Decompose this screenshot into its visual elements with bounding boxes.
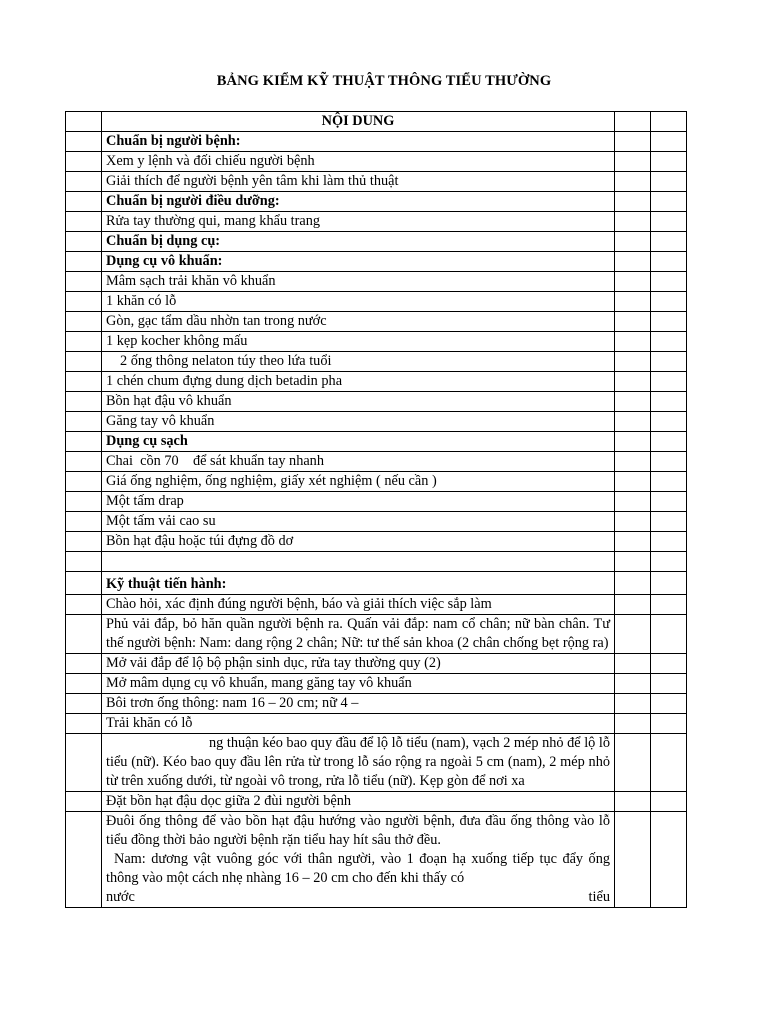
section-heading: Chuẩn bị người điều dưỡng: [102, 192, 615, 212]
list-item: Gòn, gạc tẩm dầu nhờn tan trong nước [102, 312, 615, 332]
table-row [66, 332, 687, 352]
table-row [66, 512, 687, 532]
table-row [66, 372, 687, 392]
table-row [66, 595, 687, 615]
list-item: Bồn hạt đậu vô khuẩn [102, 392, 615, 412]
section-heading: Dụng cụ vô khuẩn: [102, 252, 615, 272]
list-item: Chào hỏi, xác định đúng người bệnh, báo và giải thích việc sắp làm [102, 595, 615, 615]
table-row [66, 232, 687, 252]
table-row [66, 615, 687, 654]
table-row [66, 734, 687, 792]
table-row [66, 212, 687, 232]
list-item: Giải thích để người bệnh yên tâm khi làm thủ thuật [102, 172, 615, 192]
table-row [66, 392, 687, 412]
table-row [66, 172, 687, 192]
table-row [66, 192, 687, 212]
number-cell [66, 112, 102, 132]
score-cell [615, 112, 651, 132]
table-row [66, 694, 687, 714]
table-row [66, 452, 687, 472]
table-row [66, 312, 687, 332]
table-row [66, 472, 687, 492]
table-row [66, 714, 687, 734]
table-row [66, 152, 687, 172]
table-row [66, 792, 687, 812]
checklist-table [65, 111, 687, 908]
list-item: Mở vải đắp để lộ bộ phận sinh dục, rửa tay thường quy (2) [102, 654, 615, 674]
list-item: 1 khăn có lỗ [102, 292, 615, 312]
content-header: NỘI DUNG [102, 112, 615, 132]
tail-word: nước [106, 889, 135, 905]
list-item: Bồn hạt đậu hoặc túi đựng đồ dơ [102, 532, 615, 552]
table-row [66, 352, 687, 372]
table-row [66, 654, 687, 674]
list-item: 1 kẹp kocher không mấu [102, 332, 615, 352]
page-title: BẢNG KIỂM KỸ THUẬT THÔNG TIỂU THƯỜNG [216, 73, 552, 89]
section-heading: Dụng cụ sạch [102, 432, 615, 452]
table-row [66, 252, 687, 272]
paragraph: Nam: dương vật vuông góc với thân người, vào 1 đoạn hạ xuống tiếp tục đẩy ống thông vào một cách nhẹ nhàng 16 – 20 cm cho đến khi thấy có [106, 851, 610, 886]
table-row [66, 292, 687, 312]
list-item: Một tấm drap [102, 492, 615, 512]
paragraph-tail [106, 888, 610, 907]
section-heading: Kỹ thuật tiến hành: [102, 572, 615, 595]
list-item: Găng tay vô khuẩn [102, 412, 615, 432]
table-row [66, 572, 687, 595]
table-row [66, 132, 687, 152]
table-header-row [66, 112, 687, 132]
table-row [66, 412, 687, 432]
table-row [66, 272, 687, 292]
list-item: 2 ống thông nelaton túy theo lứa tuổi [102, 352, 615, 372]
list-item: Trải khăn có lỗ [102, 714, 615, 734]
list-item: Một tấm vải cao su [102, 512, 615, 532]
list-item: Mâm sạch trải khăn vô khuẩn [102, 272, 615, 292]
table-row [66, 532, 687, 552]
list-item: Chai cồn 70 để sát khuẩn tay nhanh [102, 452, 615, 472]
paragraph: Đuôi ống thông để vào bồn hạt đậu hướng vào người bệnh, đưa đầu ống thông vào lỗ tiểu đồng thời bảo người bệnh rặn tiểu hay hít sâu thở đều. [106, 813, 610, 848]
list-item: Giá ống nghiệm, ống nghiệm, giấy xét nghiệm ( nếu cần ) [102, 472, 615, 492]
list-item: Mở mâm dụng cụ vô khuẩn, mang găng tay vô khuẩn [102, 674, 615, 694]
table-row [66, 812, 687, 908]
tail-word: tiểu [588, 889, 610, 905]
list-item: Rửa tay thường qui, mang khẩu trang [102, 212, 615, 232]
empty-row [66, 552, 687, 572]
list-item [102, 812, 615, 908]
score-cell [651, 112, 687, 132]
section-heading: Chuẩn bị người bệnh: [102, 132, 615, 152]
list-item: 1 chén chum đựng dung dịch betadin pha [102, 372, 615, 392]
table-row [66, 492, 687, 512]
list-item: Phủ vải đắp, bỏ hăn quần người bệnh ra. Quấn vải đắp: nam cổ chân; nữ bàn chân. Tư thế người bệnh: Nam: dang rộng 2 chân; Nữ: tư thế sản khoa (2 chân chống bẹt rộng ra) [102, 615, 615, 654]
list-item [102, 552, 615, 572]
table-row [66, 674, 687, 694]
section-heading: Chuẩn bị dụng cụ: [102, 232, 615, 252]
list-item: Bôi trơn ống thông: nam 16 – 20 cm; nữ 4 – [102, 694, 615, 714]
list-item: Đặt bồn hạt đậu dọc giữa 2 đùi người bệnh [102, 792, 615, 812]
table-row [66, 432, 687, 452]
list-item: Xem y lệnh và đối chiếu người bệnh [102, 152, 615, 172]
list-item: ng thuận kéo bao quy đầu để lộ lỗ tiểu (nam), vạch 2 mép nhỏ để lộ lỗ tiểu (nữ). Kéo bao quy đầu lên rửa từ trong lỗ sáo rộng ra ngoài 5 cm (nam), 2 mép nhỏ từ trên xuống dưới, từ ngoài vô trong, rửa lỗ tiểu (nữ). Kẹp gòn để nơi xa [102, 734, 615, 792]
